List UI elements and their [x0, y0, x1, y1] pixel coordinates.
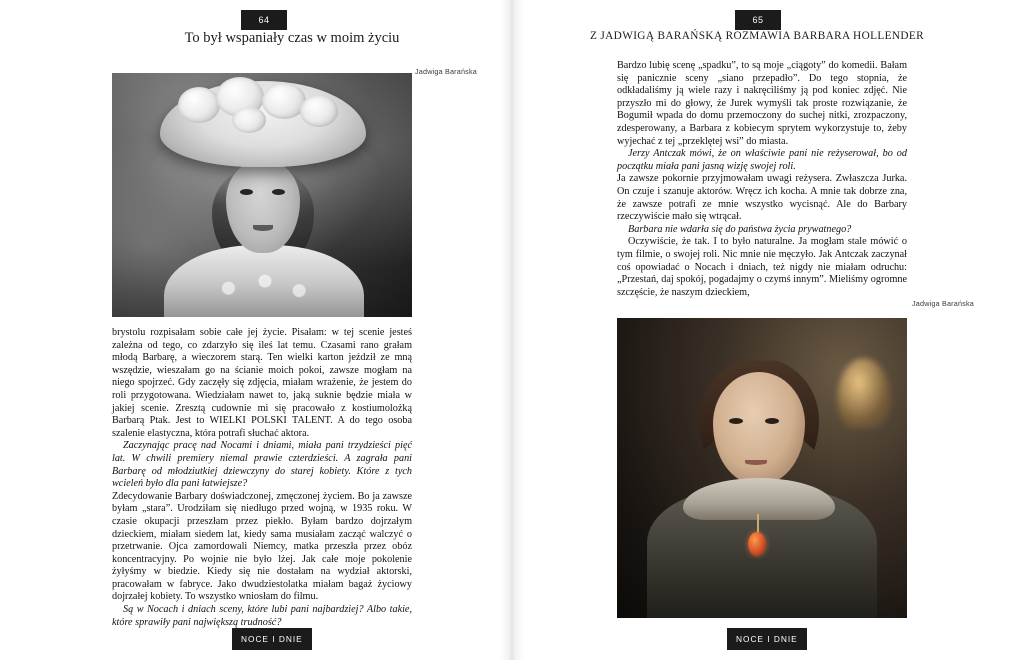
photo-eye-left — [729, 418, 743, 424]
photo-mouth — [745, 460, 767, 465]
body-text-right — [617, 60, 907, 299]
photo-lace-trim — [204, 269, 326, 317]
photo-necklace-chain — [757, 514, 759, 534]
paragraph: Zdecydowanie Barbary doświadczonej, zmęczonej życiem. Bo ja zawsze byłam „stara”. Urodziłam się niedługo przed wojną, w 1935 roku. W czasie okupacji przeszłam przez piekło. Byłam bardzo dojrzałym dzieckiem, miałam siedem lat, kiedy sama musiałam zacząć walczyć o przetrwanie. Ojca zamordowali Niemcy, matka przeszła przez obóz koncentracyjny. Po wojnie nie było lżej. Jak całe moje pokolenie żyłyśmy w biedzie. Kiedy się nie dostałam na wydział aktorski, pracowałam w fabryce. Jako dwudziestolatka miałam bagaż życiowy dojrzałej kobiety. To wszystko wniosłam do filmu. — [112, 490, 412, 603]
paragraph: Bardzo lubię scenę „spadku”, to są moje „ciągoty” do komedii. Bałam się panicznie sceny „siano przepadło”. Do tego stopnia, że odkładaliśmy ją wiele razy i nakręciliśmy ją pod koniec zdjęć. Nie przyszło mi do głowy, że Jurek wymyśli tak proste rozwiązanie, że Bogumił wpada do domu przemoczony do suchej nitki, zrozpaczony, zdesperowany, a Barbara z kobiecym sprytem wykorzystuje to, żeby wyjechać z tej „przeklętej wsi” do miasta. — [617, 60, 907, 147]
photo-hat-flower — [300, 95, 338, 127]
photo-brooch — [748, 532, 766, 556]
photo-face — [713, 372, 805, 484]
photo-eye-right — [765, 418, 779, 424]
running-head-right: Z JADWIGĄ BARAŃSKĄ ROZMAWIA BARBARA HOLLENDER — [590, 30, 924, 42]
paragraph-question: Są w Nocach i dniach sceny, które lubi pani najbardziej? Albo takie, które sprawiły pani największą trudność? — [112, 604, 412, 628]
photo-hat-flower — [178, 87, 220, 123]
paragraph-question: Jerzy Antczak mówi, że on właściwie pani nie reżyserował, bo od początku miała pani jasną wizję swojej roli. — [617, 148, 907, 172]
paragraph: Oczywiście, że tak. I to było naturalne. Ja mogłam stale mówić o tym filmie, o swojej roli. Nic mnie nie męczyło. Jak Antczak zaczynał coś opowiadać o Nocach i dniach, też nigdy nie miałam odruchu: „Przestań, daj spokój, pogadajmy o czymś innym”. Mieliśmy ogromne szczęście, że naszym dzieckiem, — [617, 236, 907, 298]
photo-eye-right — [272, 189, 285, 195]
series-tab-right: NOCE I DNIE — [727, 628, 807, 650]
photo-older-woman-portrait — [617, 318, 907, 618]
photo-hat-flower — [232, 107, 266, 133]
paragraph: brystolu rozpisałam sobie całe jej życie. Pisałam: w tej scenie jesteś zależna od tego, co zdarzyło się ileś lat temu. Czasami rano grałam młodą Barbarę, a wieczorem starą. Ten wielki karton jeździł ze mną wszędzie, wieszałam go na ścianie moich pokoi, zawsze mogłam na niego spojrzeć. Gdy zaczęły się zdjęcia, miałam wrażenie, że jestem do roli przygotowana. Wiedziałam nawet to, jaką suknie będzie miała w jakiej scenie. Zresztą cudownie mi się pracowało z kostiumolożką Barbarą Ptak. Jest to WIELKI POLSKI TALENT. A do tego osoba szalenie elastyczna, która potrafi słuchać aktora. — [112, 327, 412, 439]
photo-face — [226, 159, 300, 253]
paragraph-question: Barbara nie wdarła się do państwa życia prywatnego? — [628, 223, 852, 235]
series-tab-left: NOCE I DNIE — [232, 628, 312, 650]
photo-mouth — [253, 225, 273, 231]
page-number-right: 65 — [735, 10, 781, 30]
running-head-left: To był wspaniały czas w moim życiu — [184, 30, 400, 46]
photo-bride-portrait — [112, 73, 412, 317]
photo-eye-left — [240, 189, 253, 195]
page-number-left: 64 — [241, 10, 287, 30]
photo-credit-right: Jadwiga Barańska — [912, 299, 974, 308]
spread-gutter — [500, 0, 524, 660]
paragraph: Ja zawsze pokornie przyjmowałam uwagi reżysera. Zwłaszcza Jurka. On czuje i szanuje aktorów. Wręcz ich kocha. A mnie tak dobrze zna, że zawsze potrafi ze mnie wszystko wycisnąć. Ale do Barbary rzeczywiście mało się wtrącał. — [617, 173, 907, 223]
photo-credit-left: Jadwiga Barańska — [415, 67, 477, 76]
paragraph-question: Zaczynając pracę nad Nocami i dniami, miała pani trzydzieści pięć lat. W chwili premiery niemal prawie czterdzieści. A zagrała pani Barbarę od młodziutkiej dziewczyny do starej kobiety. Które z tych wcieleń było dla pani łatwiejsze? — [112, 440, 412, 490]
body-text-left — [112, 327, 412, 629]
